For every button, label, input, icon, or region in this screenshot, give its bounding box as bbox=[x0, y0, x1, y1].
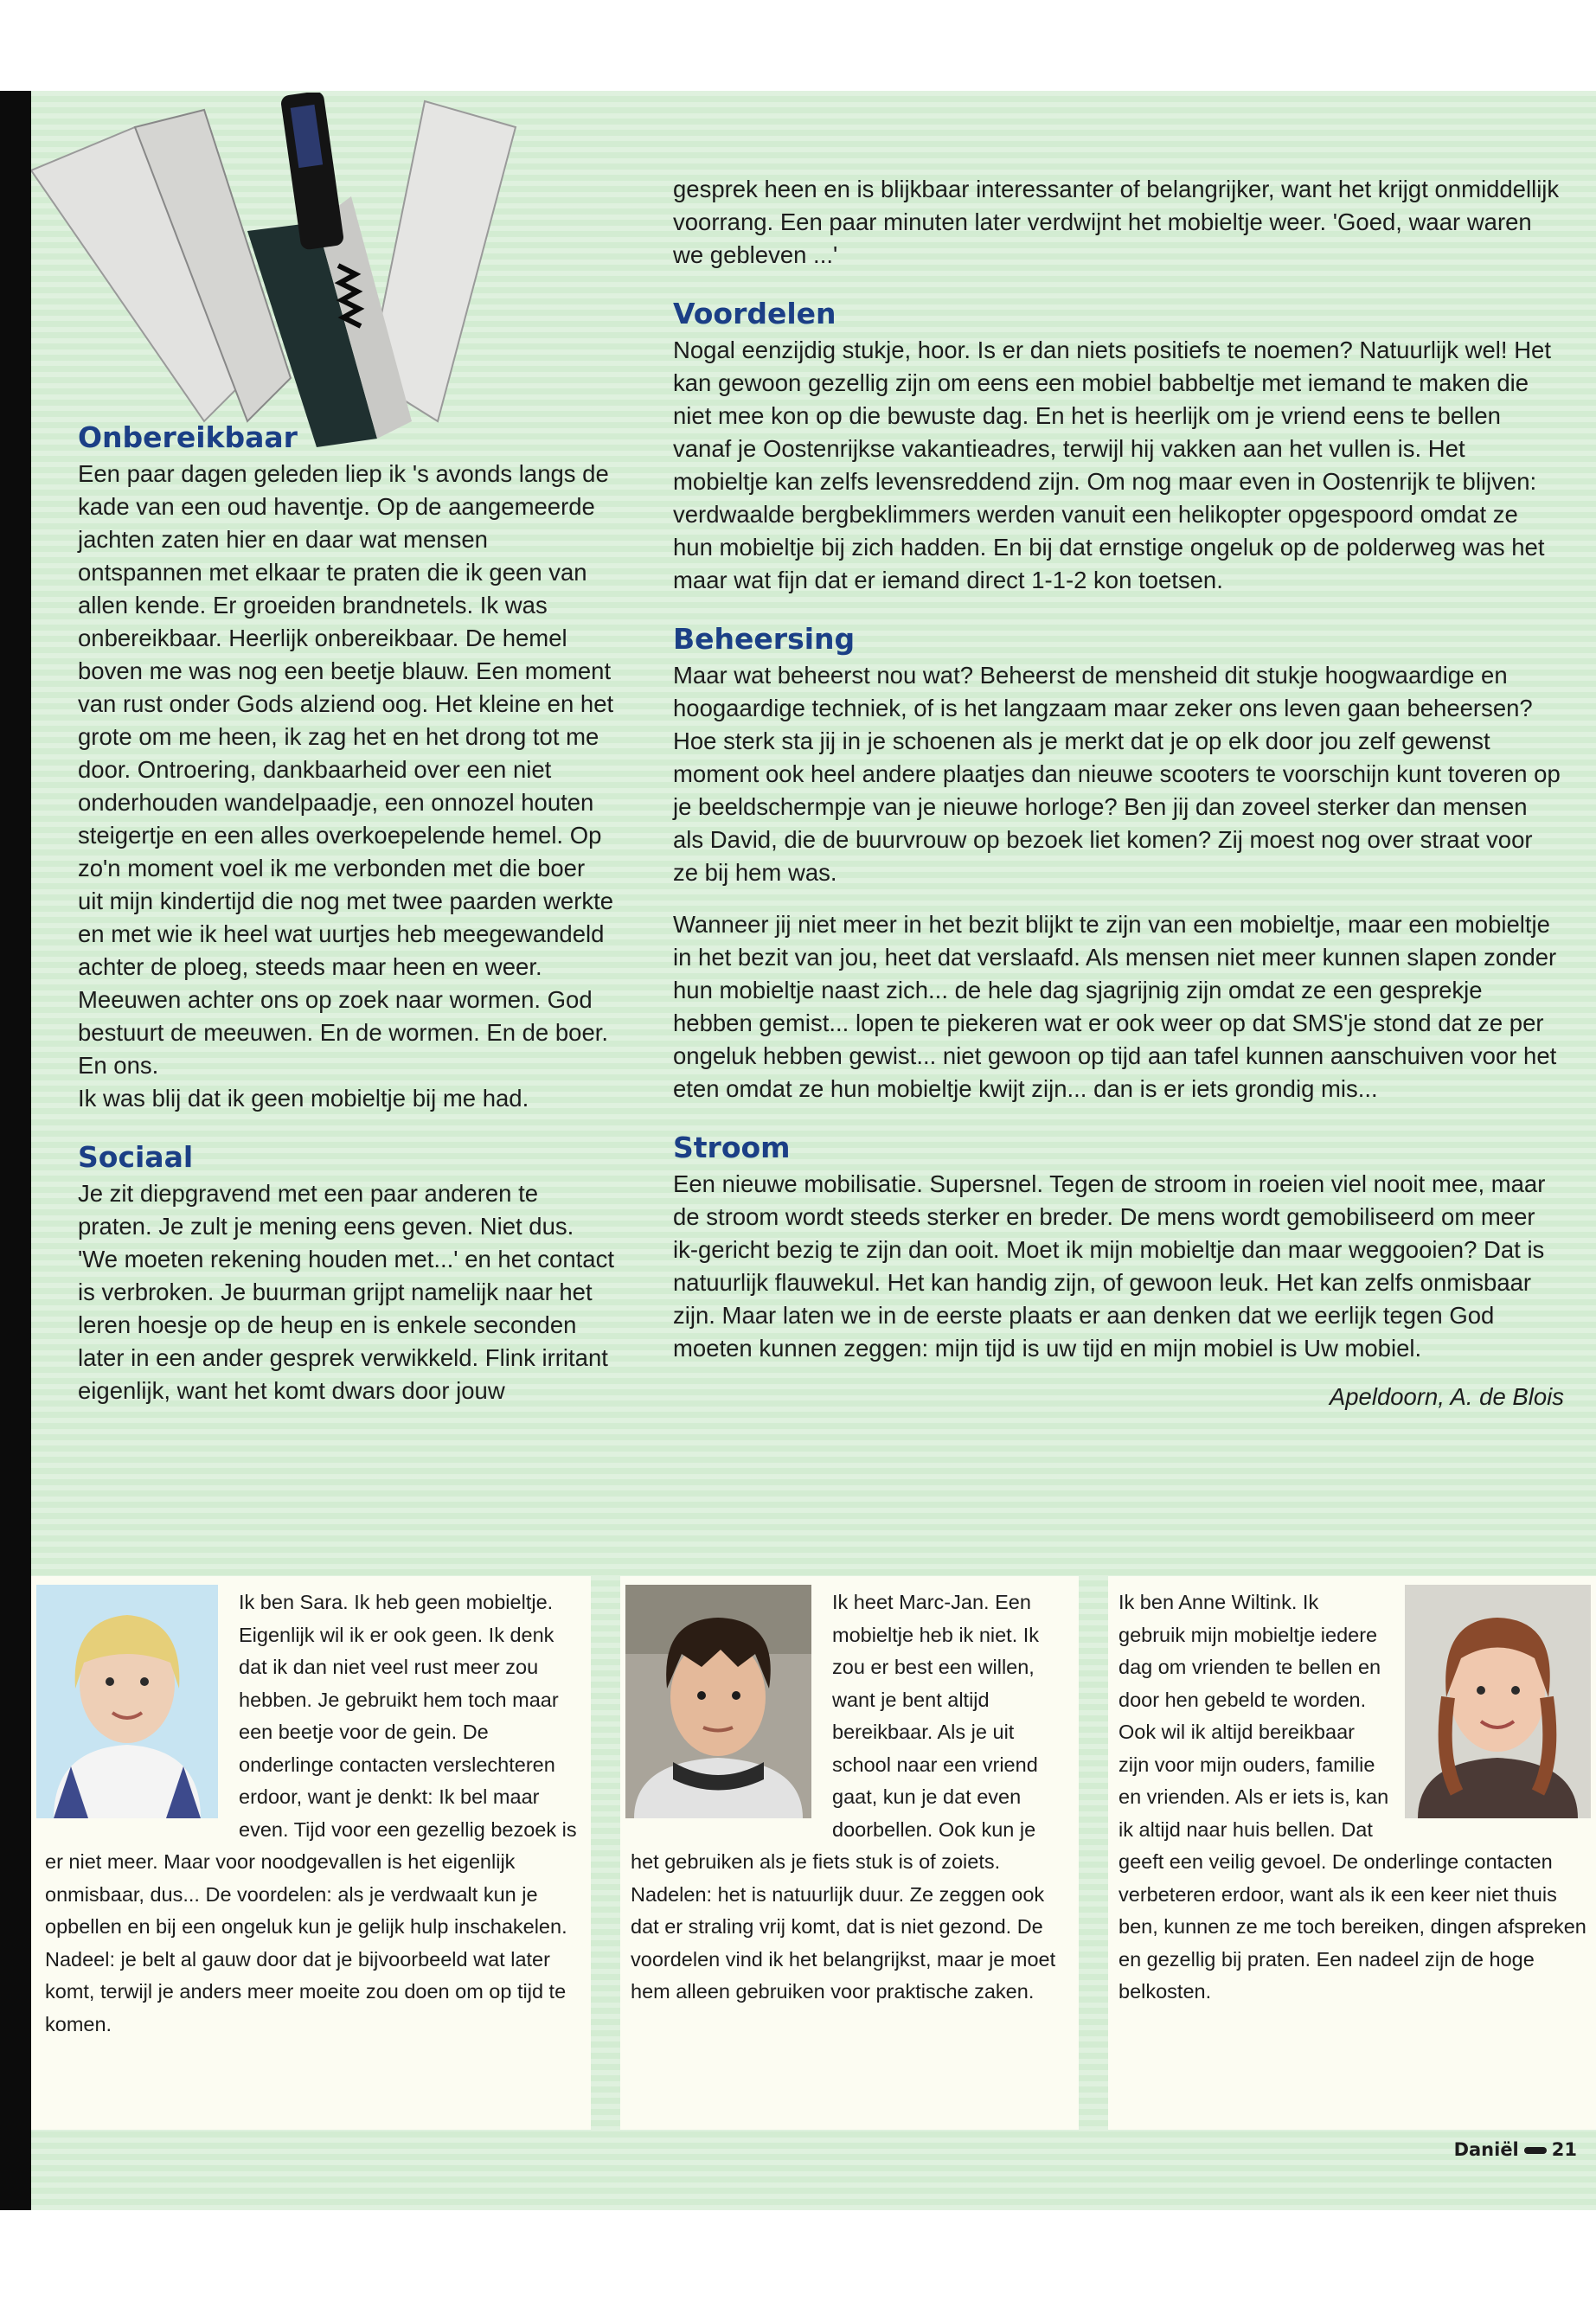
heading-voordelen: Voordelen bbox=[673, 297, 836, 330]
marc-jan-portrait-photo bbox=[625, 1585, 811, 1818]
quote-box-marc-jan bbox=[620, 1576, 1079, 2130]
quote-text-anne: Ik ben Anne Wiltink. Ik gebruik mijn mobieltje iedere dag om vrienden te bellen en door hen gebeld te worden. Ook wil ik altijd bereikbaar zijn voor mijn ouders, familie en vrienden. Als er iets is, kan ik altijd naar huis bellen. Dat geeft een veilig gevoel. De onderlinge contacten verbeteren erdoor, want als ik een keer niet thuis ben, kunnen ze me toch bereiken, dingen afspreken en gezellig bij praten. Een nadeel zijn de hoge belkosten. bbox=[1118, 1591, 1586, 2003]
quote-box-sara bbox=[31, 1576, 591, 2130]
anne-portrait-photo bbox=[1405, 1585, 1591, 1818]
paragraph: Je zit diepgravend met een paar anderen te praten. Je zult je mening eens geven. Niet dus. 'We moeten rekening houden met...' en het contact is verbroken. Je buurman grijpt namelijk naar het leren hoesje op de heup en is enkele seconden later in een ander gesprek verwikkeld. Flink irritant eigenlijk, want het komt dwars door jouw bbox=[78, 1180, 614, 1404]
article-left-column bbox=[78, 418, 614, 1407]
paragraph: Maar wat beheerst nou wat? Beheerst de mensheid dit stukje hoogwaardige en hoogaardige techniek, of is het langzaam maar zeker ons leven gaan beheersen? Hoe sterk sta jij in je schoenen als je merkt dat je op elk door jou zelf gewenst moment ook heel andere plaatjes dan nieuwe scooters te voorschijn kunt toveren op je beeldschermpje van je nieuwe horloge? Ben jij dan zoveel sterker dan mensen als David, die de buurvrouw op bezoek liet komen? Zij moest nog over straat voor ze bij hem was. bbox=[673, 662, 1561, 886]
quote-box-anne bbox=[1108, 1576, 1596, 2130]
paragraph: Nogal eenzijdig stukje, hoor. Is er dan niets positiefs te noemen? Natuurlijk wel! Het kan gewoon gezellig zijn om eens een mobiel babbeltje met iemand te maken die niet mee kon op die bewuste dag. En het is heerlijk om je vriend eens te bellen vanaf je Oostenrijkse vakantieadres, terwijl hij vakken aan het vullen is. Het mobieltje kan zelfs levensreddend zijn. Om nog maar even in Oostenrijk te blijven: verdwaalde bergbeklimmers werden vanuit een helikopter opgespoord omdat ze hun mobieltje bij zich hadden. En bij dat ernstige ongeluk op de polderweg was het maar wat fijn dat er iemand direct 1-1-2 kon toetsen. bbox=[673, 336, 1551, 593]
paragraph: Wanneer jij niet meer in het bezit blijkt te zijn van een mobieltje, maar een mobieltje in het bezit van jou, heet dat verslaafd. Als mensen niet meer kunnen slapen zonder hun mobieltje naast zich... de hele dag sjagrijnig zijn omdat ze een gesprekje hebben gemist... lopen te piekeren wat er ook weer op dat SMS'je stond dat ze per ongeluk hebben gewist... niet gewoon op tijd aan tafel kunnen aanschuiven voor het eten omdat ze hun mobieltje kwijt zijn... dan is er iets grondig mis... bbox=[673, 911, 1557, 1102]
paragraph: Een paar dagen geleden liep ik 's avonds langs de kade van een oud haventje. Op de aangemeerde jachten zaten hier en daar wat mensen ontspannen met elkaar te praten die ik geen van allen kende. Er groeiden brandnetels. Ik was onbereikbaar. Heerlijk onbereikbaar. De hemel boven me was nog een beetje blauw. Een moment van rust onder Gods alziend oog. Het kleine en het grote om me heen, ik zag het en het drong tot me door. Ontroering, dankbaarheid over een niet onderhouden wandelpaadje, een onnozel houten steigertje en een alles overkoepelende hemel. Op zo'n moment voel ik me verbonden met die boer uit mijn kindertijd die nog met twee paarden werkte en met wie ik heel wat uurtjes heb meegewandeld achter de ploeg, steeds maar heen en weer. Meeuwen achter ons op zoek naar wormen. God bestuurt de meeuwen. En de wormen. En de boer. En ons. bbox=[78, 460, 614, 1079]
w-phone-logo-illustration bbox=[31, 93, 576, 456]
page-footer bbox=[1454, 2139, 1577, 2160]
heading-onbereikbaar: Onbereikbaar bbox=[78, 420, 298, 454]
author-signature: Apeldoorn, A. de Blois bbox=[1329, 1383, 1564, 1410]
paragraph: gesprek heen en is blijkbaar interessanter of belangrijker, want het krijgt onmiddellijk voorrang. Een paar minuten later verdwijnt het mobieltje weer. 'Goed, waar waren we gebleven ...' bbox=[673, 176, 1560, 268]
scan-edge bbox=[0, 91, 31, 2210]
sara-portrait-photo bbox=[36, 1585, 218, 1818]
quote-text-sara: Ik ben Sara. Ik heb geen mobieltje. Eigenlijk wil ik er ook geen. Ik denk dat ik dan niet veel rust meer zou hebben. Je gebruikt hem toch maar een beetje voor de gein. De onderlinge contacten verslechteren erdoor, want je denkt: Ik bel maar even. Tijd voor een gezellig bezoek is er niet meer. Maar voor noodgevallen is het eigenlijk onmisbaar, dus... De voordelen: als je verdwaalt kun je opbellen en bij een ongeluk kun je gelijk hulp inschakelen. Nadeel: je belt al gauw door dat je bijvoorbeeld wat later komt, terwijl je anders meer moeite zou doen om op tijd te komen. bbox=[45, 1591, 577, 2035]
magazine-page bbox=[31, 91, 1596, 2210]
paragraph: Ik was blij dat ik geen mobieltje bij me had. bbox=[78, 1085, 529, 1112]
page-number: 21 bbox=[1551, 2139, 1577, 2160]
heading-stroom: Stroom bbox=[673, 1131, 791, 1164]
heading-beheersing: Beheersing bbox=[673, 622, 856, 656]
article-right-column bbox=[673, 173, 1564, 1413]
heading-sociaal: Sociaal bbox=[78, 1140, 194, 1174]
phone-icon bbox=[1524, 2147, 1547, 2154]
magazine-name: Daniël bbox=[1453, 2139, 1519, 2160]
quote-text-marc-jan: Ik heet Marc-Jan. Een mobieltje heb ik niet. Ik zou er best een willen, want je bent altijd bereikbaar. Als je uit school naar een vriend gaat, kun je dat even doorbellen. Ook kun je het gebruiken als je fiets stuk is of zoiets. Nadelen: het is natuurlijk duur. Ze zeggen ook dat er straling vrij komt, dat is niet gezond. De voordelen vind ik het belangrijkst, maar je moet hem alleen gebruiken voor praktische zaken. bbox=[631, 1591, 1056, 2003]
paragraph: Een nieuwe mobilisatie. Supersnel. Tegen de stroom in roeien viel nooit mee, maar de stroom wordt steeds sterker en breder. De mens wordt gemobiliseerd om meer ik-gericht bezig te zijn dan ooit. Moet ik mijn mobieltje dan maar weggooien? Dat is natuurlijk flauwekul. Het kan handig zijn, of gewoon leuk. Het kan zelfs onmisbaar zijn. Maar laten we in de eerste plaats er aan denken dat we eerlijk tegen God moeten kunnen zeggen: mijn tijd is uw tijd en mijn mobiel is Uw mobiel. bbox=[673, 1170, 1546, 1362]
